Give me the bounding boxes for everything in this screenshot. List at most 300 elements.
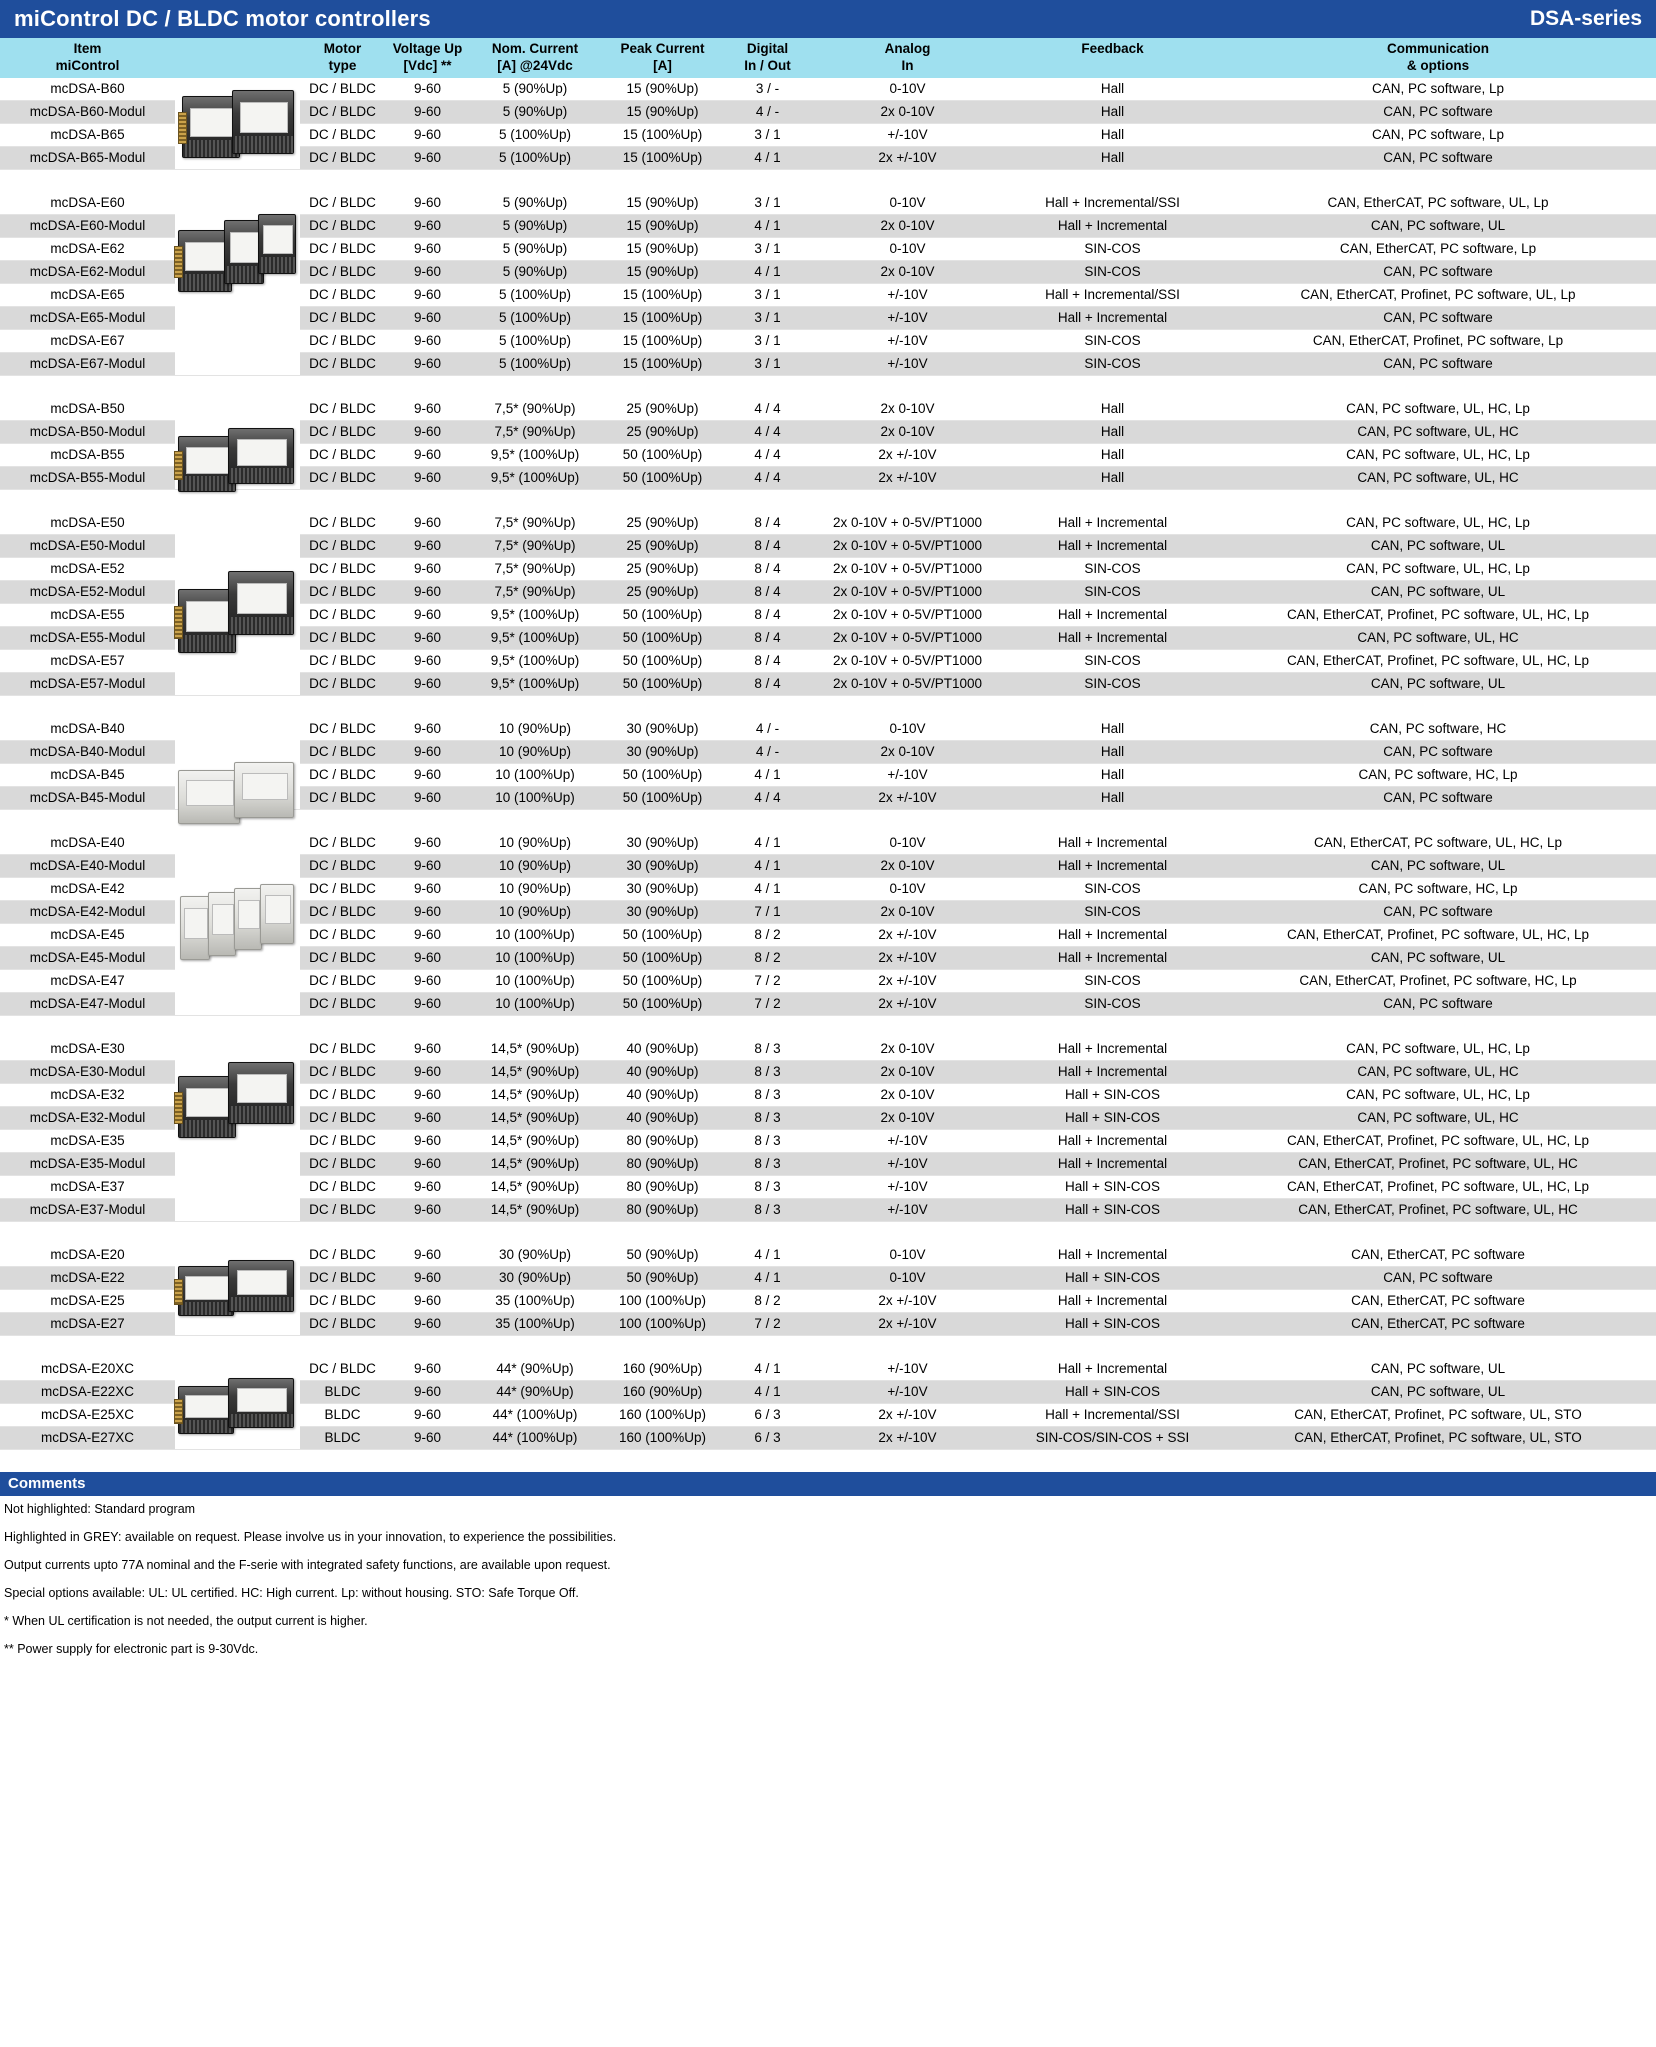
cell-item: mcDSA-E57 xyxy=(0,649,175,672)
cell-peak-current: 40 (90%Up) xyxy=(600,1083,725,1106)
cell-digital-io: 4 / 1 xyxy=(725,1358,810,1381)
cell-motor-type: DC / BLDC xyxy=(300,100,385,123)
cell-analog-in: 2x 0-10V + 0-5V/PT1000 xyxy=(810,649,1005,672)
group-spacer xyxy=(0,809,1656,832)
cell-communication: CAN, PC software, UL, HC, Lp xyxy=(1220,557,1656,580)
cell-feedback: SIN-COS xyxy=(1005,557,1220,580)
comment-line: Highlighted in GREY: available on request. Please involve us in your innovation, to experience the possibilities. xyxy=(4,1529,617,1544)
cell-digital-io: 4 / 1 xyxy=(725,854,810,877)
cell-feedback: Hall + Incremental/SSI xyxy=(1005,1403,1220,1426)
cell-item: mcDSA-E22XC xyxy=(0,1380,175,1403)
group-spacer xyxy=(0,489,1656,512)
cell-nominal-current: 10 (90%Up) xyxy=(470,832,600,855)
cell-feedback: Hall + Incremental xyxy=(1005,923,1220,946)
cell-motor-type: DC / BLDC xyxy=(300,740,385,763)
cell-nominal-current: 35 (100%Up) xyxy=(470,1289,600,1312)
cell-item: mcDSA-B40-Modul xyxy=(0,740,175,763)
cell-communication: CAN, PC software xyxy=(1220,1266,1656,1289)
cell-item: mcDSA-B65 xyxy=(0,123,175,146)
cell-analog-in: 0-10V xyxy=(810,1266,1005,1289)
cell-communication: CAN, EtherCAT, Profinet, PC software, UL, HC xyxy=(1220,1198,1656,1221)
cell-nominal-current: 7,5* (90%Up) xyxy=(470,534,600,557)
cell-item: mcDSA-E32 xyxy=(0,1083,175,1106)
cell-motor-type: DC / BLDC xyxy=(300,260,385,283)
cell-item: mcDSA-E62 xyxy=(0,237,175,260)
cell-digital-io: 8 / 2 xyxy=(725,923,810,946)
cell-voltage: 9-60 xyxy=(385,1289,470,1312)
cell-item: mcDSA-E30-Modul xyxy=(0,1060,175,1083)
cell-analog-in: 2x +/-10V xyxy=(810,1426,1005,1449)
cell-voltage: 9-60 xyxy=(385,1358,470,1381)
cell-communication: CAN, PC software, Lp xyxy=(1220,78,1656,101)
cell-peak-current: 100 (100%Up) xyxy=(600,1312,725,1335)
cell-motor-type: DC / BLDC xyxy=(300,352,385,375)
cell-voltage: 9-60 xyxy=(385,557,470,580)
cell-digital-io: 4 / - xyxy=(725,740,810,763)
table-body xyxy=(0,78,1656,1472)
cell-item: mcDSA-E65-Modul xyxy=(0,306,175,329)
cell-analog-in: 2x 0-10V + 0-5V/PT1000 xyxy=(810,603,1005,626)
cell-nominal-current: 5 (90%Up) xyxy=(470,78,600,101)
cell-peak-current: 30 (90%Up) xyxy=(600,832,725,855)
cell-feedback: Hall + Incremental/SSI xyxy=(1005,283,1220,306)
cell-digital-io: 4 / 1 xyxy=(725,1244,810,1267)
cell-motor-type: DC / BLDC xyxy=(300,192,385,215)
cell-communication: CAN, EtherCAT, Profinet, PC software, UL, HC, Lp xyxy=(1220,649,1656,672)
cell-item: mcDSA-E40-Modul xyxy=(0,854,175,877)
cell-communication: CAN, EtherCAT, PC software xyxy=(1220,1312,1656,1335)
cell-nominal-current: 5 (90%Up) xyxy=(470,260,600,283)
cell-digital-io: 4 / 4 xyxy=(725,398,810,421)
cell-communication: CAN, PC software, UL, HC, Lp xyxy=(1220,398,1656,421)
cell-nominal-current: 44* (90%Up) xyxy=(470,1380,600,1403)
cell-nominal-current: 10 (90%Up) xyxy=(470,900,600,923)
cell-nominal-current: 9,5* (100%Up) xyxy=(470,603,600,626)
cell-digital-io: 3 / 1 xyxy=(725,283,810,306)
cell-item: mcDSA-B45-Modul xyxy=(0,786,175,809)
cell-analog-in: 2x 0-10V + 0-5V/PT1000 xyxy=(810,626,1005,649)
cell-communication: CAN, PC software xyxy=(1220,900,1656,923)
cell-feedback: SIN-COS xyxy=(1005,260,1220,283)
cell-communication: CAN, PC software, UL xyxy=(1220,534,1656,557)
cell-product-image xyxy=(175,832,300,1016)
cell-product-image xyxy=(175,1244,300,1336)
cell-analog-in: 2x 0-10V xyxy=(810,900,1005,923)
cell-communication: CAN, EtherCAT, PC software, UL, Lp xyxy=(1220,192,1656,215)
comments-body xyxy=(0,1496,1656,1680)
cell-voltage: 9-60 xyxy=(385,1152,470,1175)
cell-feedback: Hall + Incremental xyxy=(1005,512,1220,535)
cell-voltage: 9-60 xyxy=(385,398,470,421)
cell-analog-in: 2x 0-10V + 0-5V/PT1000 xyxy=(810,580,1005,603)
cell-analog-in: 2x 0-10V + 0-5V/PT1000 xyxy=(810,672,1005,695)
cell-peak-current: 15 (90%Up) xyxy=(600,192,725,215)
cell-peak-current: 30 (90%Up) xyxy=(600,877,725,900)
cell-voltage: 9-60 xyxy=(385,786,470,809)
cell-feedback: Hall xyxy=(1005,123,1220,146)
cell-feedback: Hall + Incremental xyxy=(1005,854,1220,877)
cell-analog-in: 2x 0-10V xyxy=(810,214,1005,237)
cell-motor-type: DC / BLDC xyxy=(300,877,385,900)
cell-communication: CAN, PC software, UL xyxy=(1220,946,1656,969)
cell-nominal-current: 30 (90%Up) xyxy=(470,1244,600,1267)
cell-product-image xyxy=(175,192,300,376)
cell-peak-current: 15 (90%Up) xyxy=(600,237,725,260)
cell-analog-in: 2x 0-10V xyxy=(810,740,1005,763)
cell-digital-io: 3 / - xyxy=(725,78,810,101)
cell-item: mcDSA-E47 xyxy=(0,969,175,992)
cell-motor-type: DC / BLDC xyxy=(300,603,385,626)
cell-motor-type: DC / BLDC xyxy=(300,1106,385,1129)
cell-digital-io: 8 / 3 xyxy=(725,1129,810,1152)
cell-communication: CAN, PC software, HC, Lp xyxy=(1220,877,1656,900)
table-row xyxy=(0,718,1656,741)
cell-item: mcDSA-E65 xyxy=(0,283,175,306)
cell-item: mcDSA-E45-Modul xyxy=(0,946,175,969)
cell-analog-in: 2x +/-10V xyxy=(810,146,1005,169)
cell-feedback: Hall + Incremental xyxy=(1005,214,1220,237)
cell-voltage: 9-60 xyxy=(385,260,470,283)
cell-peak-current: 15 (100%Up) xyxy=(600,283,725,306)
col-header-item: Item miControl xyxy=(0,38,175,78)
cell-nominal-current: 14,5* (90%Up) xyxy=(470,1175,600,1198)
table-row xyxy=(0,512,1656,535)
cell-communication: CAN, EtherCAT, PC software, Lp xyxy=(1220,237,1656,260)
cell-feedback: Hall + Incremental xyxy=(1005,534,1220,557)
cell-voltage: 9-60 xyxy=(385,1244,470,1267)
table-row xyxy=(0,1358,1656,1381)
cell-nominal-current: 9,5* (100%Up) xyxy=(470,649,600,672)
cell-peak-current: 30 (90%Up) xyxy=(600,854,725,877)
cell-item: mcDSA-E27XC xyxy=(0,1426,175,1449)
cell-feedback: Hall xyxy=(1005,763,1220,786)
cell-digital-io: 8 / 2 xyxy=(725,1289,810,1312)
cell-motor-type: DC / BLDC xyxy=(300,466,385,489)
cell-item: mcDSA-E67-Modul xyxy=(0,352,175,375)
cell-feedback: Hall + SIN-COS xyxy=(1005,1380,1220,1403)
cell-peak-current: 160 (90%Up) xyxy=(600,1358,725,1381)
cell-peak-current: 30 (90%Up) xyxy=(600,740,725,763)
cell-feedback: Hall + Incremental xyxy=(1005,603,1220,626)
col-header-feedback: Feedback xyxy=(1005,38,1220,78)
cell-feedback: SIN-COS xyxy=(1005,900,1220,923)
cell-voltage: 9-60 xyxy=(385,283,470,306)
cell-communication: CAN, PC software, UL, HC, Lp xyxy=(1220,1038,1656,1061)
cell-feedback: SIN-COS xyxy=(1005,352,1220,375)
cell-peak-current: 25 (90%Up) xyxy=(600,557,725,580)
cell-digital-io: 7 / 2 xyxy=(725,992,810,1015)
cell-feedback: Hall + Incremental xyxy=(1005,1152,1220,1175)
cell-peak-current: 15 (100%Up) xyxy=(600,352,725,375)
cell-analog-in: 2x +/-10V xyxy=(810,1403,1005,1426)
comment-line: * When UL certification is not needed, the output current is higher. xyxy=(4,1613,368,1628)
cell-analog-in: +/-10V xyxy=(810,329,1005,352)
cell-analog-in: 2x 0-10V xyxy=(810,398,1005,421)
cell-motor-type: DC / BLDC xyxy=(300,443,385,466)
series-label: DSA-series xyxy=(1529,7,1642,30)
cell-voltage: 9-60 xyxy=(385,763,470,786)
cell-motor-type: DC / BLDC xyxy=(300,237,385,260)
title-bar xyxy=(0,0,1656,38)
cell-peak-current: 160 (100%Up) xyxy=(600,1403,725,1426)
cell-product-image xyxy=(175,1358,300,1450)
cell-feedback: Hall + SIN-COS xyxy=(1005,1198,1220,1221)
cell-feedback: Hall + Incremental xyxy=(1005,1060,1220,1083)
cell-motor-type: DC / BLDC xyxy=(300,512,385,535)
cell-motor-type: DC / BLDC xyxy=(300,854,385,877)
cell-voltage: 9-60 xyxy=(385,718,470,741)
cell-peak-current: 25 (90%Up) xyxy=(600,398,725,421)
cell-communication: CAN, PC software, UL, HC xyxy=(1220,626,1656,649)
cell-digital-io: 8 / 4 xyxy=(725,557,810,580)
group-spacer xyxy=(0,1449,1656,1472)
cell-feedback: Hall + SIN-COS xyxy=(1005,1106,1220,1129)
cell-analog-in: 0-10V xyxy=(810,1244,1005,1267)
cell-communication: CAN, PC software, HC xyxy=(1220,718,1656,741)
cell-digital-io: 8 / 3 xyxy=(725,1106,810,1129)
cell-nominal-current: 7,5* (90%Up) xyxy=(470,512,600,535)
cell-voltage: 9-60 xyxy=(385,1266,470,1289)
cell-nominal-current: 7,5* (90%Up) xyxy=(470,580,600,603)
cell-voltage: 9-60 xyxy=(385,237,470,260)
cell-feedback: Hall xyxy=(1005,443,1220,466)
cell-analog-in: 2x +/-10V xyxy=(810,923,1005,946)
cell-motor-type: DC / BLDC xyxy=(300,534,385,557)
cell-motor-type: DC / BLDC xyxy=(300,672,385,695)
cell-feedback: Hall + Incremental xyxy=(1005,1129,1220,1152)
comment-line: ** Power supply for electronic part is 9-30Vdc. xyxy=(4,1641,259,1656)
group-spacer-cell xyxy=(0,1015,1656,1038)
cell-digital-io: 7 / 2 xyxy=(725,1312,810,1335)
col-header-voltage: Voltage Up [Vdc] ** xyxy=(385,38,470,78)
cell-digital-io: 6 / 3 xyxy=(725,1426,810,1449)
cell-peak-current: 80 (90%Up) xyxy=(600,1198,725,1221)
cell-digital-io: 8 / 3 xyxy=(725,1175,810,1198)
cell-feedback: Hall xyxy=(1005,718,1220,741)
cell-voltage: 9-60 xyxy=(385,214,470,237)
cell-digital-io: 8 / 3 xyxy=(725,1198,810,1221)
cell-item: mcDSA-E57-Modul xyxy=(0,672,175,695)
cell-voltage: 9-60 xyxy=(385,192,470,215)
cell-motor-type: DC / BLDC xyxy=(300,1038,385,1061)
cell-communication: CAN, PC software, UL, HC, Lp xyxy=(1220,512,1656,535)
cell-digital-io: 8 / 4 xyxy=(725,649,810,672)
cell-item: mcDSA-B55-Modul xyxy=(0,466,175,489)
cell-communication: CAN, EtherCAT, Profinet, PC software, UL, Lp xyxy=(1220,283,1656,306)
cell-digital-io: 4 / - xyxy=(725,718,810,741)
cell-motor-type: DC / BLDC xyxy=(300,329,385,352)
cell-peak-current: 25 (90%Up) xyxy=(600,580,725,603)
cell-item: mcDSA-E25 xyxy=(0,1289,175,1312)
cell-nominal-current: 5 (100%Up) xyxy=(470,123,600,146)
cell-peak-current: 30 (90%Up) xyxy=(600,718,725,741)
cell-feedback: Hall xyxy=(1005,420,1220,443)
cell-product-image xyxy=(175,718,300,810)
cell-analog-in: +/-10V xyxy=(810,123,1005,146)
cell-nominal-current: 5 (90%Up) xyxy=(470,192,600,215)
cell-digital-io: 7 / 2 xyxy=(725,969,810,992)
cell-motor-type: DC / BLDC xyxy=(300,1152,385,1175)
cell-nominal-current: 14,5* (90%Up) xyxy=(470,1152,600,1175)
cell-voltage: 9-60 xyxy=(385,352,470,375)
cell-feedback: Hall + Incremental xyxy=(1005,832,1220,855)
cell-nominal-current: 9,5* (100%Up) xyxy=(470,466,600,489)
cell-item: mcDSA-B40 xyxy=(0,718,175,741)
cell-communication: CAN, PC software, UL xyxy=(1220,1358,1656,1381)
cell-motor-type: DC / BLDC xyxy=(300,649,385,672)
cell-communication: CAN, EtherCAT, PC software xyxy=(1220,1244,1656,1267)
cell-feedback: Hall xyxy=(1005,740,1220,763)
cell-voltage: 9-60 xyxy=(385,1312,470,1335)
cell-voltage: 9-60 xyxy=(385,854,470,877)
cell-feedback: Hall + SIN-COS xyxy=(1005,1175,1220,1198)
cell-peak-current: 50 (100%Up) xyxy=(600,466,725,489)
cell-product-image xyxy=(175,512,300,696)
cell-analog-in: 2x 0-10V xyxy=(810,1060,1005,1083)
cell-motor-type: DC / BLDC xyxy=(300,1244,385,1267)
cell-item: mcDSA-E40 xyxy=(0,832,175,855)
cell-analog-in: +/-10V xyxy=(810,1129,1005,1152)
cell-nominal-current: 10 (90%Up) xyxy=(470,740,600,763)
cell-digital-io: 8 / 4 xyxy=(725,512,810,535)
comment-line: Not highlighted: Standard program xyxy=(4,1501,196,1516)
cell-voltage: 9-60 xyxy=(385,1106,470,1129)
cell-item: mcDSA-B45 xyxy=(0,763,175,786)
product-table xyxy=(0,38,1656,1472)
cell-feedback: SIN-COS xyxy=(1005,237,1220,260)
cell-feedback: Hall + Incremental/SSI xyxy=(1005,192,1220,215)
cell-motor-type: DC / BLDC xyxy=(300,1198,385,1221)
cell-voltage: 9-60 xyxy=(385,603,470,626)
table-row xyxy=(0,1244,1656,1267)
cell-nominal-current: 10 (100%Up) xyxy=(470,763,600,786)
cell-motor-type: DC / BLDC xyxy=(300,306,385,329)
page-title: miControl DC / BLDC motor controllers xyxy=(14,6,431,31)
cell-item: mcDSA-E30 xyxy=(0,1038,175,1061)
cell-peak-current: 15 (100%Up) xyxy=(600,306,725,329)
cell-voltage: 9-60 xyxy=(385,146,470,169)
cell-peak-current: 15 (90%Up) xyxy=(600,100,725,123)
cell-digital-io: 4 / 4 xyxy=(725,443,810,466)
cell-nominal-current: 5 (90%Up) xyxy=(470,237,600,260)
cell-analog-in: +/-10V xyxy=(810,1175,1005,1198)
cell-nominal-current: 14,5* (90%Up) xyxy=(470,1106,600,1129)
cell-feedback: Hall + SIN-COS xyxy=(1005,1312,1220,1335)
cell-feedback: Hall xyxy=(1005,786,1220,809)
cell-digital-io: 4 / - xyxy=(725,100,810,123)
cell-communication: CAN, PC software, UL xyxy=(1220,854,1656,877)
cell-item: mcDSA-E37 xyxy=(0,1175,175,1198)
comment-line: Special options available: UL: UL certified. HC: High current. Lp: without housing. STO: Safe Torque Off. xyxy=(4,1585,579,1600)
cell-motor-type: DC / BLDC xyxy=(300,718,385,741)
cell-feedback: Hall xyxy=(1005,146,1220,169)
cell-analog-in: +/-10V xyxy=(810,1198,1005,1221)
cell-nominal-current: 10 (100%Up) xyxy=(470,992,600,1015)
cell-analog-in: +/-10V xyxy=(810,1152,1005,1175)
cell-communication: CAN, PC software, Lp xyxy=(1220,123,1656,146)
cell-product-image xyxy=(175,78,300,170)
cell-motor-type: DC / BLDC xyxy=(300,763,385,786)
cell-analog-in: 2x 0-10V xyxy=(810,420,1005,443)
cell-item: mcDSA-E42-Modul xyxy=(0,900,175,923)
cell-peak-current: 15 (100%Up) xyxy=(600,329,725,352)
cell-analog-in: 2x 0-10V xyxy=(810,1083,1005,1106)
cell-communication: CAN, EtherCAT, PC software, UL, HC, Lp xyxy=(1220,832,1656,855)
cell-analog-in: +/-10V xyxy=(810,1380,1005,1403)
cell-voltage: 9-60 xyxy=(385,443,470,466)
cell-digital-io: 8 / 4 xyxy=(725,672,810,695)
cell-feedback: Hall + Incremental xyxy=(1005,1038,1220,1061)
cell-item: mcDSA-E52 xyxy=(0,557,175,580)
cell-item: mcDSA-E32-Modul xyxy=(0,1106,175,1129)
cell-peak-current: 25 (90%Up) xyxy=(600,512,725,535)
cell-digital-io: 4 / 1 xyxy=(725,260,810,283)
cell-digital-io: 8 / 4 xyxy=(725,580,810,603)
cell-motor-type: BLDC xyxy=(300,1426,385,1449)
cell-feedback: Hall xyxy=(1005,100,1220,123)
cell-item: mcDSA-E42 xyxy=(0,877,175,900)
cell-peak-current: 15 (90%Up) xyxy=(600,260,725,283)
cell-item: mcDSA-E60 xyxy=(0,192,175,215)
cell-analog-in: 2x +/-10V xyxy=(810,1289,1005,1312)
cell-analog-in: 0-10V xyxy=(810,78,1005,101)
cell-motor-type: DC / BLDC xyxy=(300,1083,385,1106)
cell-voltage: 9-60 xyxy=(385,306,470,329)
cell-peak-current: 80 (90%Up) xyxy=(600,1175,725,1198)
cell-peak-current: 50 (100%Up) xyxy=(600,649,725,672)
cell-nominal-current: 44* (90%Up) xyxy=(470,1358,600,1381)
cell-digital-io: 8 / 2 xyxy=(725,946,810,969)
cell-digital-io: 6 / 3 xyxy=(725,1403,810,1426)
cell-digital-io: 4 / 4 xyxy=(725,786,810,809)
cell-digital-io: 7 / 1 xyxy=(725,900,810,923)
cell-analog-in: 2x 0-10V xyxy=(810,854,1005,877)
cell-item: mcDSA-E45 xyxy=(0,923,175,946)
cell-analog-in: +/-10V xyxy=(810,1358,1005,1381)
col-header-peak-current: Peak Current [A] xyxy=(600,38,725,78)
cell-communication: CAN, PC software xyxy=(1220,306,1656,329)
cell-item: mcDSA-E20XC xyxy=(0,1358,175,1381)
cell-item: mcDSA-E62-Modul xyxy=(0,260,175,283)
cell-voltage: 9-60 xyxy=(385,329,470,352)
cell-analog-in: +/-10V xyxy=(810,763,1005,786)
cell-voltage: 9-60 xyxy=(385,626,470,649)
cell-analog-in: 0-10V xyxy=(810,877,1005,900)
cell-communication: CAN, PC software, UL xyxy=(1220,580,1656,603)
cell-voltage: 9-60 xyxy=(385,1380,470,1403)
col-header-motor-type: Motor type xyxy=(300,38,385,78)
cell-voltage: 9-60 xyxy=(385,740,470,763)
cell-feedback: Hall xyxy=(1005,466,1220,489)
cell-feedback: Hall xyxy=(1005,78,1220,101)
table-row xyxy=(0,192,1656,215)
cell-nominal-current: 35 (100%Up) xyxy=(470,1312,600,1335)
cell-nominal-current: 14,5* (90%Up) xyxy=(470,1083,600,1106)
cell-digital-io: 4 / 1 xyxy=(725,214,810,237)
group-spacer-cell xyxy=(0,489,1656,512)
cell-feedback: SIN-COS xyxy=(1005,992,1220,1015)
group-spacer-cell xyxy=(0,1335,1656,1358)
cell-voltage: 9-60 xyxy=(385,123,470,146)
cell-nominal-current: 5 (100%Up) xyxy=(470,352,600,375)
cell-item: mcDSA-B60-Modul xyxy=(0,100,175,123)
cell-feedback: SIN-COS xyxy=(1005,649,1220,672)
cell-communication: CAN, PC software xyxy=(1220,786,1656,809)
cell-nominal-current: 7,5* (90%Up) xyxy=(470,398,600,421)
cell-communication: CAN, PC software, UL, HC xyxy=(1220,420,1656,443)
cell-motor-type: DC / BLDC xyxy=(300,398,385,421)
cell-item: mcDSA-E60-Modul xyxy=(0,214,175,237)
